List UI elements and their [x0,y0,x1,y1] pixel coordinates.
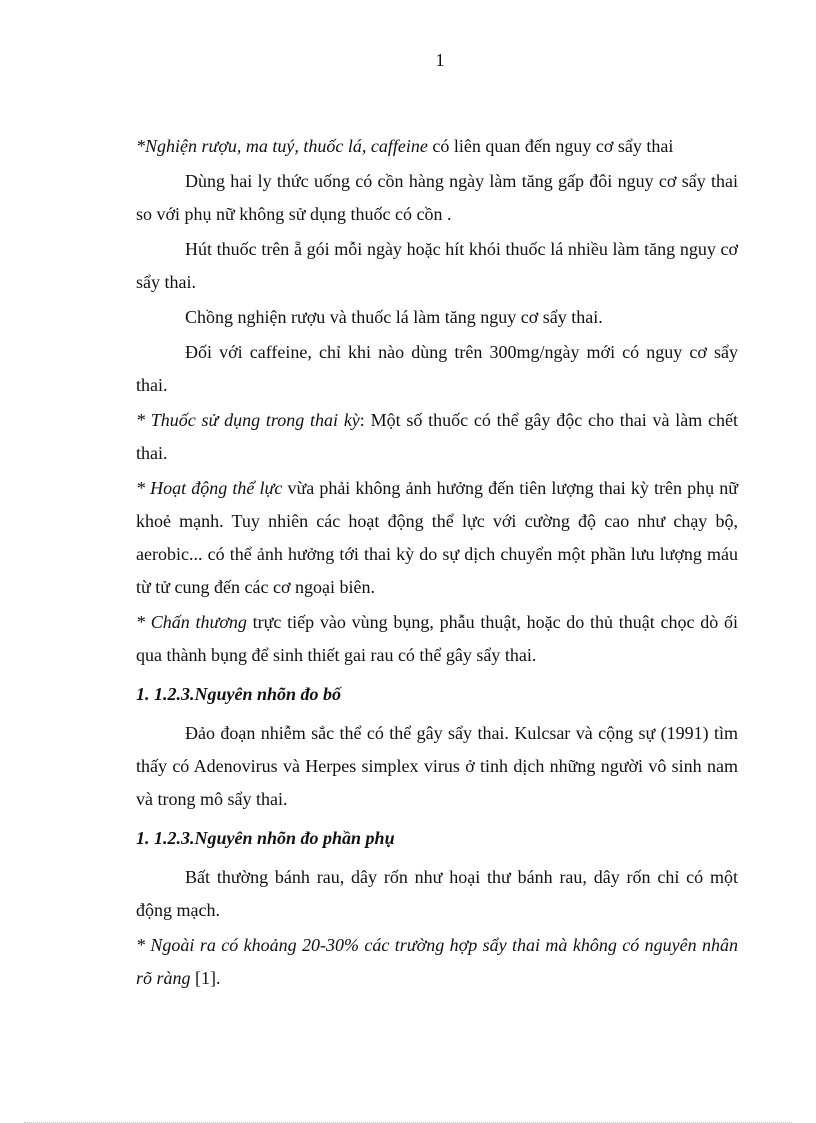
paragraph-addiction [136,130,738,163]
paragraph-text: có liên quan đến nguy cơ sẩy thai [427,136,674,156]
paragraph-lead: *Nghiện rượu, ma tuý, thuốc lá, caffeine [136,136,428,156]
paragraph-lead: * Thuốc sử dụng trong thai kỳ [136,410,360,430]
paragraph-trauma [136,606,738,672]
paragraph-text: vừa phải không ảnh hưởng đến tiên lượng thai kỳ trên phụ nữ khoẻ mạnh. Tuy nhiên các hoạt động thể lực với cường độ cao như chạy bộ, aerobic... có thể ảnh hưởng tới thai kỳ do sự dịch chuyển một phần lưu lượng máu từ tử cung đến các cơ ngoại biên. [136,478,738,597]
paragraph-father-causes: Đảo đoạn nhiễm sắc thể có thể gây sẩy thai. Kulcsar và cộng sự (1991) tìm thấy có Adenovirus và Herpes simplex virus ở tinh dịch những người vô sinh nam và trong mô sẩy thai. [136,723,738,809]
section-heading-father: 1. 1.2.3.Nguyên nhõn đo bố [136,684,342,704]
paragraph-adnexa-causes: Bất thường bánh rau, dây rốn như hoại thư bánh rau, dây rốn chỉ có một động mạch. [136,867,738,920]
paragraph-note [136,929,738,995]
paragraph-drugs [136,404,738,470]
page-number: 1 [435,50,445,70]
document-body [136,130,738,995]
note-text: * Ngoài ra có khoảng 20-30% các trường hợp sẩy thai mà không có nguyên nhân rõ ràng [136,935,738,988]
paragraph-caffeine: Đối với caffeine, chỉ khi nào dùng trên 300mg/ngày mới có nguy cơ sẩy thai. [136,342,738,395]
citation: [1]. [190,968,221,988]
paragraph-text: trực tiếp vào vùng bụng, phẫu thuật, hoặc do thủ thuật chọc dò ối qua thành bụng để sinh thiết gai rau có thể gây sẩy thai. [136,612,738,665]
paragraph-physical-activity [136,472,738,604]
paragraph-lead: * Chấn thương [136,612,247,632]
paragraph-alcohol: Dùng hai ly thức uống có cồn hàng ngày làm tăng gấp đôi nguy cơ sẩy thai so với phụ nữ không sử dụng thuốc có cồn . [136,171,738,224]
paragraph-lead: * Hoạt động thể lực [136,478,283,498]
section-heading-adnexa: 1. 1.2.3.Nguyên nhõn đo phần phụ [136,828,395,848]
paragraph-smoking: Hút thuốc trên ẵ gói mỗi ngày hoặc hít khói thuốc lá nhiều làm tăng nguy cơ sẩy thai. [136,239,738,292]
paragraph-husband: Chồng nghiện rượu và thuốc lá làm tăng nguy cơ sẩy thai. [185,307,603,327]
paragraph-text: : Một số thuốc có thể gây độc cho thai và làm chết thai. [136,410,738,463]
